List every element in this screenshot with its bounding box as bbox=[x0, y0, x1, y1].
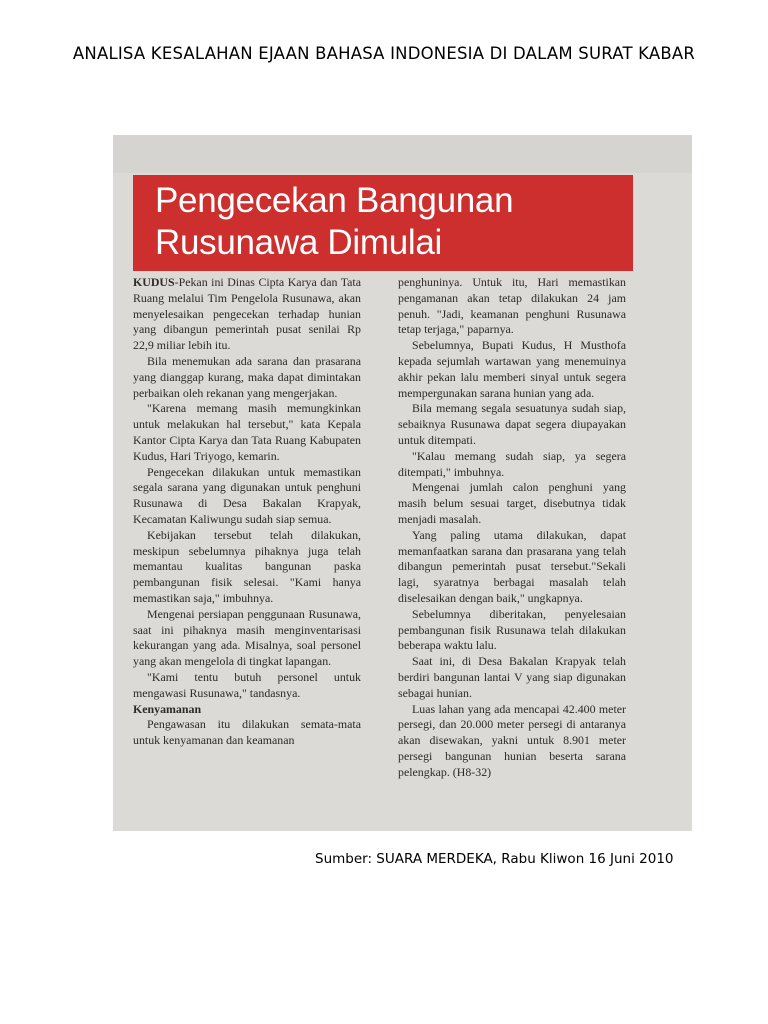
newspaper-clipping bbox=[113, 135, 692, 831]
article-paragraph: Yang paling utama dilakukan, dapat memanfaatkan sarana dan prasarana yang telah dibangun pemerintah pusat tersebut."Sekali lagi, syaratnya berbagai masalah telah diselesaikan dengan baik," ungkapnya. bbox=[398, 527, 626, 605]
article-paragraph: Mengenai persiapan penggunaan Rusunawa, saat ini pihaknya masih menginventarisasi kekurangan yang ada. Misalnya, soal personel yang akan mengelola di tingkat lapangan. bbox=[133, 606, 361, 669]
article-column-right bbox=[398, 275, 626, 781]
article-paragraph: "Kami tentu butuh personel untuk mengawasi Rusunawa," tandasnya. bbox=[133, 669, 361, 700]
clipping-top-strip bbox=[113, 135, 692, 173]
headline-line-1: Pengecekan Bangunan bbox=[155, 181, 514, 220]
article-column-left bbox=[133, 275, 361, 749]
article-paragraph: Saat ini, di Desa Bakalan Krapyak telah berdiri bangunan lantai V yang siap digunakan sebagai hunian. bbox=[398, 654, 626, 700]
article-paragraph: Kebijakan tersebut telah dilakukan, meskipun sebelumnya pihaknya juga telah memantau kualitas bangunan paska pembangunan fisik selesai. "Kami hanya memastikan saja," imbuhnya. bbox=[133, 527, 361, 605]
article-paragraph: Sebelumnya diberitakan, penyelesaian pembangunan fisik Rusunawa telah dilakukan beberapa waktu lalu. bbox=[398, 606, 626, 653]
article-paragraph: penghuninya. Untuk itu, Hari memastikan pengamanan akan tetap dilakukan 24 jam penuh. "Jadi, keamanan penghuni Rusunawa tetap terjaga," paparnya. bbox=[398, 275, 626, 337]
article-paragraph: Luas lahan yang ada mencapai 42.400 meter persegi, dan 20.000 meter persegi di antaranya akan disewakan, yakni untuk 8.901 meter persegi bangunan hunian beserta sarana pelengkap. (H8-32) bbox=[398, 701, 626, 779]
lead-text: -Pekan ini Dinas Cipta Karya dan Tata Ruang melalui Tim Pengelola Rusunawa, akan menyelesaikan pengecekan terhadap hunian yang dibangun pemerintah pusat senilai Rp 22,9 miliar lebih itu. bbox=[133, 275, 361, 353]
document-title: ANALISA KESALAHAN EJAAN BAHASA INDONESIA DI DALAM SURAT KABAR bbox=[72, 44, 696, 63]
article-subheading: Kenyamanan bbox=[133, 701, 202, 716]
article-paragraph: Sebelumnya, Bupati Kudus, H Musthofa kepada sejumlah wartawan yang menemuinya akhir pekan lalu memberi sinyal untuk segera mempergunakan sarana hunian yang ada. bbox=[398, 338, 626, 400]
article-paragraph: "Karena memang masih memungkinkan untuk melakukan hal tersebut," kata Kepala Kantor Cipta Karya dan Tata Ruang Kabupaten Kudus, Hari Triyogo, kemarin. bbox=[133, 401, 361, 463]
article-paragraph: Bila menemukan ada sarana dan prasarana yang dianggap kurang, maka dapat dimintakan perbaikan oleh rekanan yang mengerjakan. bbox=[133, 353, 361, 400]
headline-line-2: Rusunawa Dimulai bbox=[155, 223, 442, 262]
dateline: KUDUS bbox=[133, 275, 175, 289]
article-paragraph: Mengenai jumlah calon penghuni yang masih belum sesuai target, disebutnya tidak menjadi masalah. bbox=[398, 480, 626, 526]
article-paragraph bbox=[133, 275, 361, 354]
article-paragraph: Pengawasan itu dilakukan semata-mata untuk kenyamanan dan keamanan bbox=[133, 717, 361, 748]
article-paragraph: "Kalau memang sudah siap, ya segera ditempati," imbuhnya. bbox=[398, 448, 626, 479]
article-paragraph: Bila memang segala sesuatunya sudah siap, sebaiknya Rusunawa dapat segera diupayakan untuk ditempati. bbox=[398, 401, 626, 447]
article-paragraph: Pengecekan dilakukan untuk memastikan segala sarana yang digunakan untuk penghuni Rusunawa di Desa Bakalan Krapyak, Kecamatan Kaliwungu sudah siap semua. bbox=[133, 464, 361, 526]
source-citation: Sumber: SUARA MERDEKA, Rabu Kliwon 16 Juni 2010 bbox=[315, 851, 674, 867]
headline-banner bbox=[133, 175, 633, 271]
